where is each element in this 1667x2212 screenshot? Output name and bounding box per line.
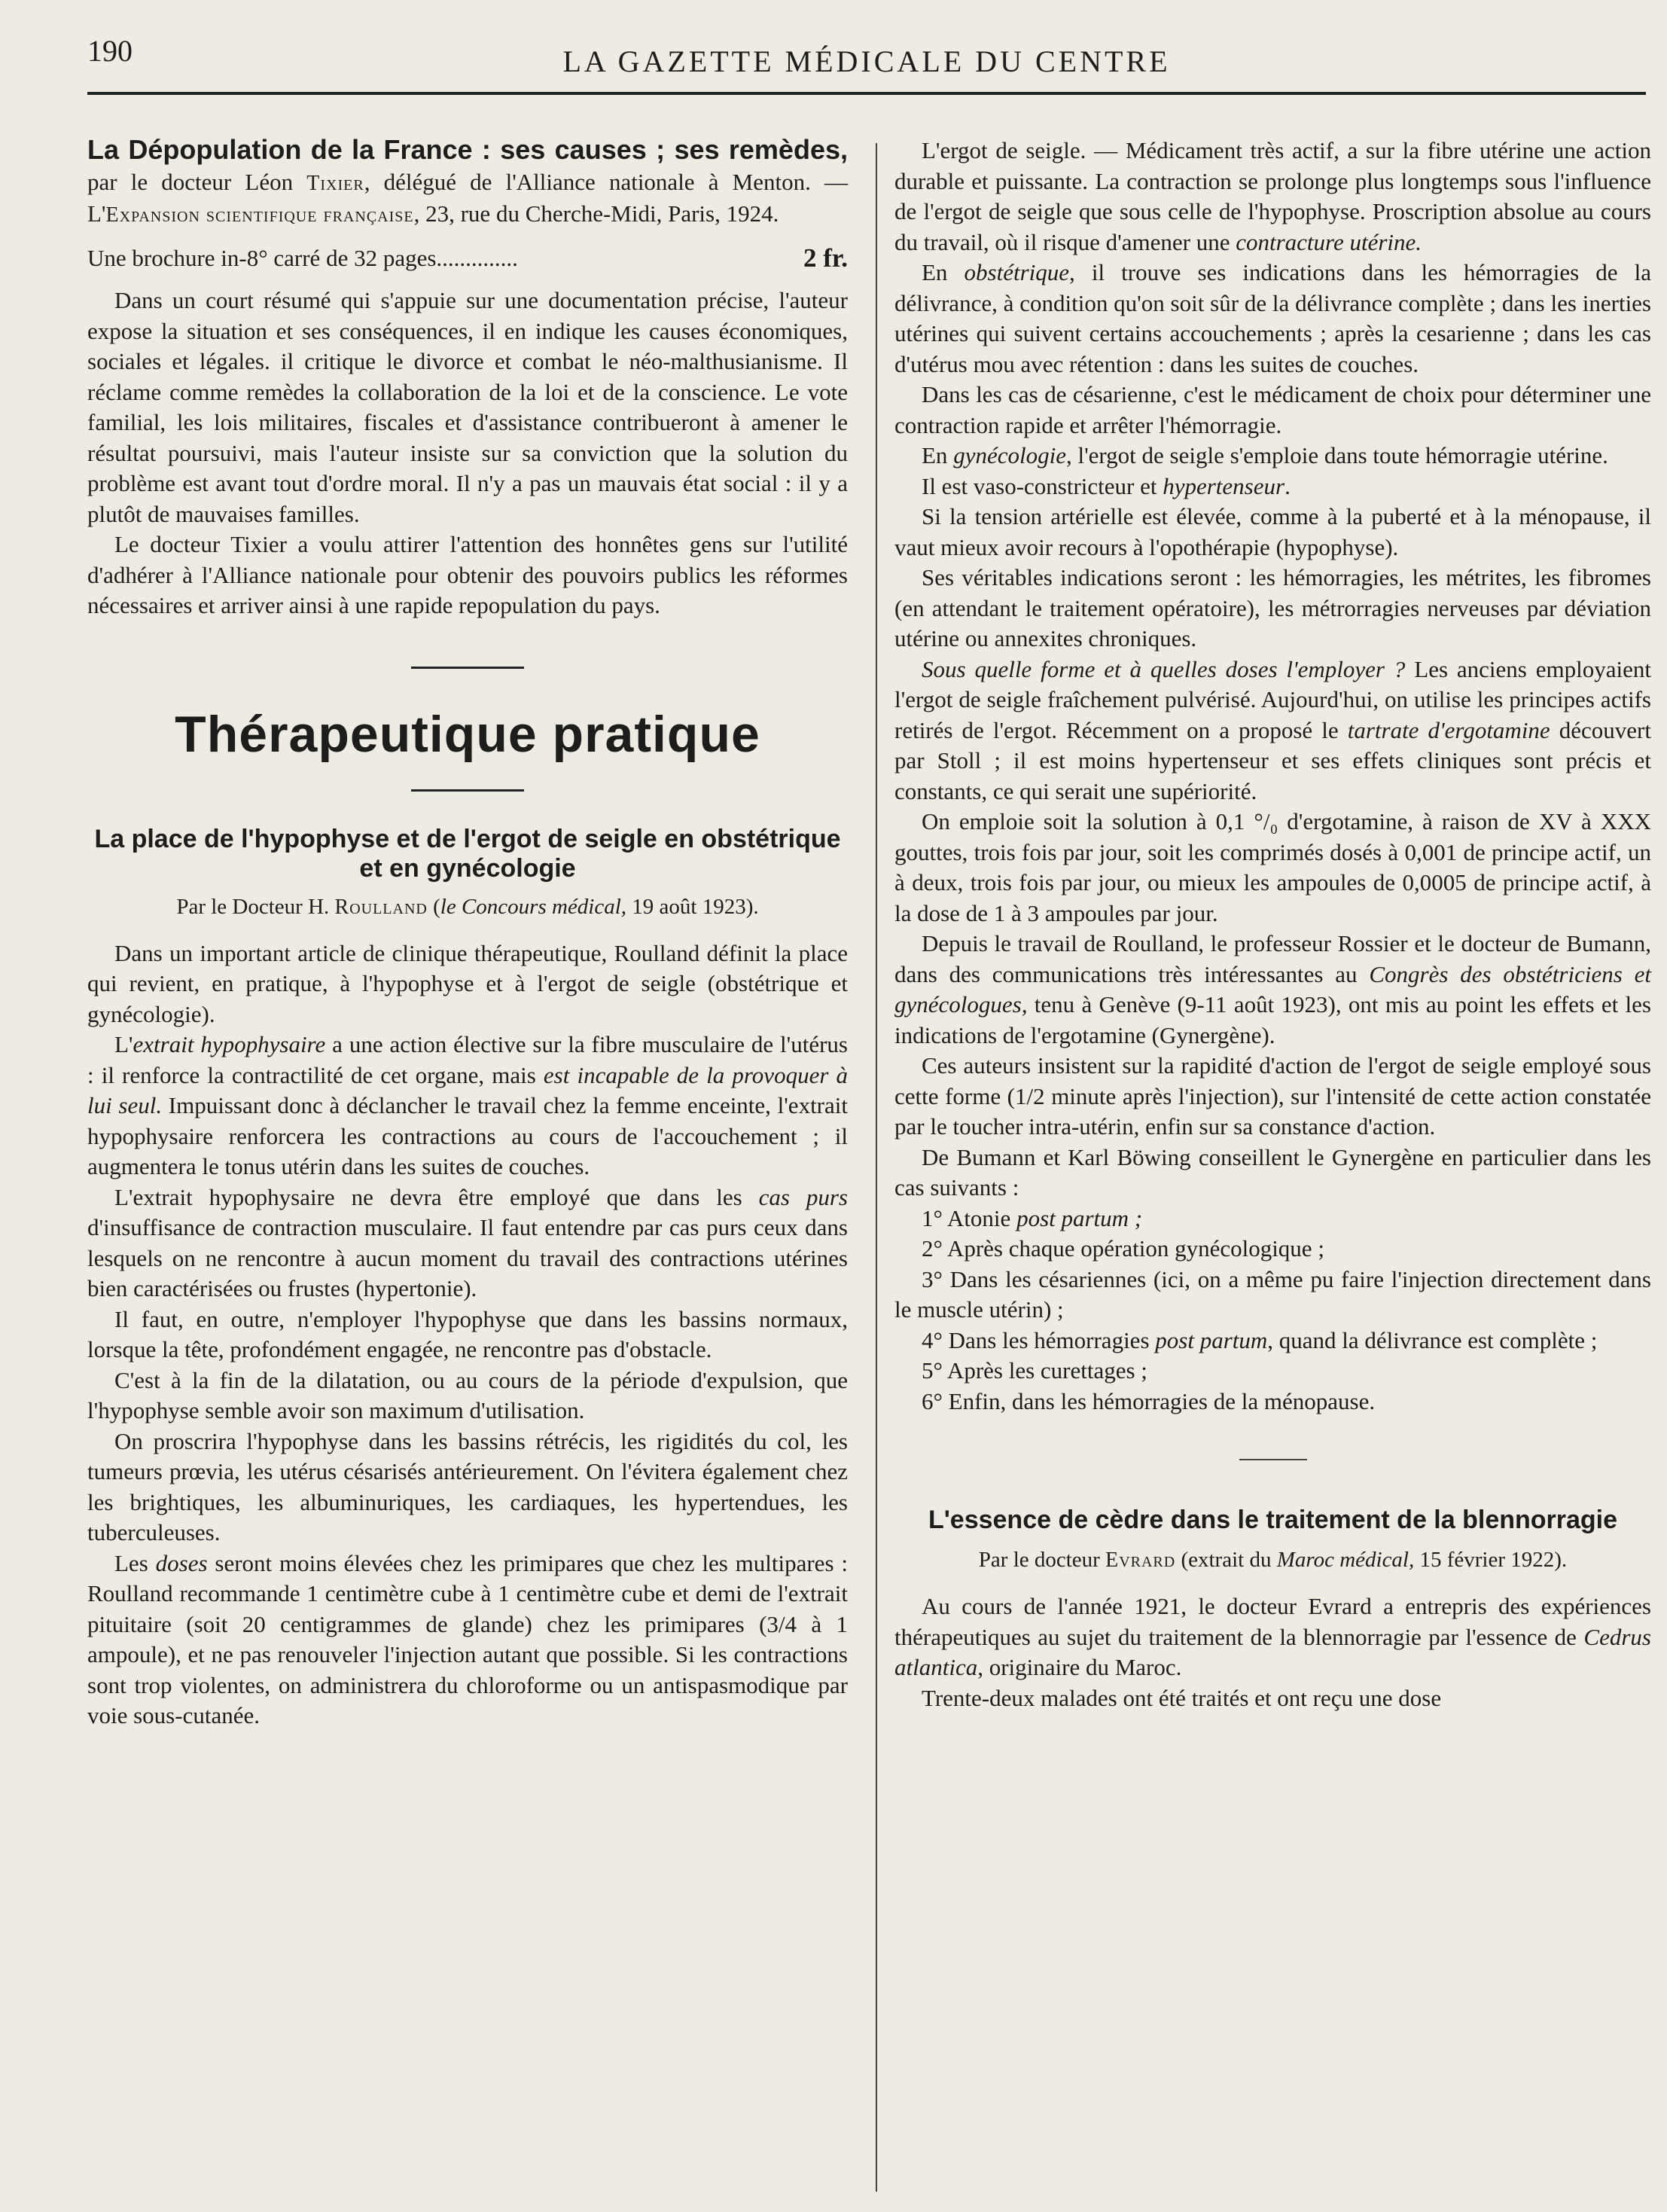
text-run: 1° Atonie <box>922 1204 1017 1231</box>
article-paragraph <box>87 1030 848 1182</box>
book-notice <box>87 136 848 231</box>
text-run-italic: doses <box>155 1549 208 1576</box>
book-price: 2 fr. <box>803 243 848 273</box>
article-byline <box>894 1545 1651 1575</box>
text-run: , originaire du Maroc. <box>977 1654 1182 1680</box>
text-run-italic: Congrès des obstétriciens et gynécologues, <box>894 960 1651 1018</box>
article-paragraph: Trente-deux malades ont été traités et ont reçu une dose <box>922 1684 1442 1711</box>
text-run-italic: Sous quelle forme et à quelles doses l'employer ? <box>922 655 1406 682</box>
article-paragraph: Ces auteurs insistent sur la rapidité d'action de l'ergot de seigle employé sous cette forme (1/2 minute après l'injection), sur l'intensité de cette action constatée par le toucher intra-utérin, enfin sur sa constance d'action. <box>894 1052 1651 1140</box>
byline-prefix: Par le Docteur H. <box>176 894 335 919</box>
spacer <box>87 792 848 825</box>
section-title: Thérapeutique pratique <box>175 705 760 763</box>
text-run: découvert par Stoll ; il est moins hypertenseur et ses effets cliniques sont précis et constants, ce qui serait une supériorité. <box>894 716 1651 804</box>
text-run: L'extrait hypophysaire ne devra être employé que dans les <box>114 1183 759 1210</box>
spacer <box>87 767 848 789</box>
text-run: En <box>922 442 954 468</box>
text-run: Il est vaso-constricteur et <box>922 472 1163 499</box>
article-paragraph: On emploie soit la solution à 0,1 °/₀ d'ergotamine, à raison de XV à XXX gouttes, trois fois par jour, soit les comprimés dosés à 0,001 de principe actif, un à deux, trois fois par jour, ou mieux les ampoules de 0,0005 de principe actif, à la dose de 1 à 3 ampoules par jour. <box>894 808 1651 926</box>
book-address: , 23, rue du Cherche-Midi, Paris, 1924. <box>413 200 779 227</box>
text-run: d'insuffisance de contraction musculaire. Il faut entendre par cas purs ceux dans lesquels on ne rencontre à aucun moment du travail des contractions utérines bien caractérisées ou frustes (hypertonie). <box>87 1214 848 1301</box>
text-run-italic: gynécologie <box>953 442 1066 468</box>
list-item: 5° Après les curettages ; <box>922 1357 1147 1384</box>
text-run-italic: extrait hypophysaire <box>133 1031 326 1057</box>
text-run-italic: post partum <box>1155 1326 1268 1353</box>
list-item: 3° Dans les césariennes (ici, on a même pu faire l'injection directement dans le muscle utérin) ; <box>894 1265 1651 1323</box>
page-number: 190 <box>87 34 133 68</box>
article-paragraph <box>87 1548 848 1731</box>
text-run-italic: est incapable de la provoquer à lui seul. <box>87 1061 848 1118</box>
book-title: La Dépopulation de la France : ses causes ; ses remèdes, <box>87 134 848 165</box>
column-separator <box>876 143 877 2192</box>
article-paragraph: Il faut, en outre, n'employer l'hypophyse que dans les bassins normaux, lorsque la tête, profondément engagée, ne rencontre pas d'obstacle. <box>87 1305 848 1362</box>
text-run: a une action élective sur la fibre musculaire de l'utérus : il renforce la contractilité de cet organe, mais <box>87 1031 848 1088</box>
article-paragraph: C'est à la fin de la dilatation, ou au cours de la période d'expulsion, que l'hypophyse semble avoir son maximum d'utilisation. <box>87 1366 848 1423</box>
text-run: Impuissant donc à déclancher le travail chez la femme enceinte, l'extrait hypophysaire renforcera les contractions au cours de l'accouchement ; il augmentera le tonus utérin dans les suites de couches. <box>87 1092 848 1179</box>
text-run: , quand la délivrance est complète ; <box>1267 1326 1598 1353</box>
text-run-italic: post partum ; <box>1016 1204 1143 1231</box>
byline-source: le Concours médical, <box>440 894 627 919</box>
article-paragraph: Dans les cas de césarienne, c'est le médicament de choix pour déterminer une contraction rapide et arrêter l'hémorragie. <box>894 381 1651 438</box>
spacer <box>87 669 848 702</box>
book-publisher: Expansion scientifique française <box>105 203 414 227</box>
byline-author: Roulland <box>334 895 428 919</box>
list-item: 6° Enfin, dans les hémorragies de la ménopause. <box>922 1387 1376 1414</box>
byline-author: Evrard <box>1105 1548 1176 1572</box>
text-run: Les <box>114 1549 156 1576</box>
article-paragraph <box>894 471 1651 502</box>
text-run: tenu à Genève (9-11 août 1923), ont mis au point les effets et les indications de l'ergotamine (Gynergène). <box>894 991 1651 1048</box>
list-item <box>894 1204 1651 1234</box>
text-run: 4° Dans les hémorragies <box>922 1326 1156 1353</box>
article-paragraph <box>894 654 1651 807</box>
review-paragraph: Dans un court résumé qui s'appuie sur une documentation précise, l'auteur expose la situation et ses conséquences, il en indique les causes économiques, sociales et légales. il critique le divorce et combat le néo-malthusianisme. Il réclame comme remèdes la collaboration de la loi et de la conscience. Le vote familial, les lois militaires, fiscales et d'assistance contribueront à amener le résultat poursuivi, mais l'auteur insiste sur sa conviction que la solution du problème est avant tout d'ordre moral. Il n'y a pas un mauvais état social : il y a plutôt de mauvaises familles. <box>87 287 848 527</box>
book-author-pre: par le docteur Léon <box>87 168 307 195</box>
text-run-italic: obstétrique <box>964 259 1070 285</box>
text-run: L' <box>114 1031 133 1057</box>
byline-date: 15 février 1922). <box>1414 1548 1568 1572</box>
list-item <box>894 1326 1651 1356</box>
spacer <box>87 922 848 938</box>
spacer <box>894 1417 1651 1459</box>
spacer <box>87 621 848 667</box>
text-run-italic: hypertenseur <box>1163 472 1285 499</box>
journal-title: LA GAZETTE MÉDICALE DU CENTRE <box>562 44 1171 78</box>
spacer <box>87 273 848 285</box>
spacer <box>87 231 848 243</box>
text-run-italic: Cedrus atlantica <box>894 1623 1651 1680</box>
book-format: Une brochure in-8° carré de 32 pages.............. <box>87 244 518 271</box>
article-title: La place de l'hypophyse et de l'ergot de seigle en obstétrique et en gynécologie <box>94 824 841 883</box>
spacer <box>894 1535 1651 1545</box>
book-author-name: Tixier <box>306 171 364 195</box>
left-column <box>87 136 848 1731</box>
text-run: . <box>1285 472 1291 499</box>
article-paragraph: Si la tension artérielle est élevée, comme à la puberté et à la ménopause, il vaut mieux avoir recours à l'opothérapie (hypophyse). <box>894 503 1651 560</box>
article-paragraph <box>894 441 1651 471</box>
text-run-italic: cas purs <box>758 1183 848 1210</box>
book-author-post: , délégué de l'Alliance nationale à Menton. — L' <box>87 168 848 227</box>
article-paragraph: On proscrira l'hypophyse dans les bassins rétrécis, les rigidités du col, les tumeurs prœvia, les utérus césarisés antérieurement. On l'évitera également chez les brightiques, les albuminuriques, les cardiaques, les hypertendues, les tuberculeuses. <box>87 1427 848 1545</box>
article-paragraph: Ses véritables indications seront : les hémorragies, les métrites, les fibromes (en attendant le traitement opératoire), les métrorragies nerveuses par déviation utérine ou annexites chroniques. <box>894 564 1651 651</box>
text-run-italic: tartrate d'ergotamine <box>1347 716 1550 743</box>
running-header <box>87 33 1646 86</box>
text-run: seront moins élevées chez les primipares que chez les multipares : Roulland recommande 1 centimètre cube à 1 centimètre cube et demi de l'extrait pituitaire (soit 20 centigrammes de glande) chez les primipares (3/4 à 1 ampoule), et ne pas renouveler l'injection autant que possible. Si les contractions sont trop violentes, on administrera du chloroforme ou un antispasmodique par voie sous-cutanée. <box>87 1549 848 1728</box>
text-run: , l'ergot de seigle s'emploie dans toute hémorragie utérine. <box>1065 442 1608 468</box>
header-rule <box>87 92 1646 95</box>
article-paragraph <box>894 258 1651 380</box>
byline-date: 19 août 1923). <box>632 894 759 919</box>
article-byline: Par le Docteur H. Roulland (le Concours médical, 19 août 1923). <box>176 894 759 919</box>
text-run: Depuis le travail de Roulland, le professeur Rossier et le docteur de Bumann, dans des communications très intéressantes au <box>894 930 1651 987</box>
article-paragraph <box>894 929 1651 1051</box>
list-item: 2° Après chaque opération gynécologique ; <box>922 1235 1324 1262</box>
article-paragraph <box>87 1182 848 1304</box>
spacer <box>894 1575 1651 1591</box>
article-paragraph <box>894 136 1651 258</box>
text-run-italic: contracture utérine. <box>1236 228 1422 255</box>
text-run: L'ergot de seigle. — Médicament très actif, a sur la fibre utérine une action durable et puissante. La contraction se prolonge plus longtemps sous l'influence de l'ergot de seigle que sous celle de l'hypophyse. Proscription absolue au cours du travail, où il risque d'amener une <box>894 137 1651 255</box>
byline-mid: (extrait du <box>1175 1548 1277 1572</box>
review-paragraph: Le docteur Tixier a voulu attirer l'attention des honnêtes gens sur l'utilité d'adhérer à l'Alliance nationale pour obtenir des pouvoirs publics les réformes nécessaires et arriver ainsi à une rapide repopulation du pays. <box>87 531 848 618</box>
text-run: Les anciens employaient l'ergot de seigle fraîchement pulvérisé. Aujourd'hui, on utilise les principes actifs retirés de l'ergot. Récemment on a proposé le <box>894 655 1651 743</box>
article-paragraph: Dans un important article de clinique thérapeutique, Roulland définit la place qui revient, en pratique, à l'hypophyse et à l'ergot de seigle (obstétrique et gynécologie). <box>87 939 848 1027</box>
byline-prefix: Par le docteur <box>978 1548 1106 1572</box>
text-run: , il trouve ses indications dans les hémorragies de la délivrance, à condition qu'on soit sûr de la délivrance complète ; dans les inerties utérines qui suivent certains accouchements ; après la cesarienne ; dans les cas d'utérus mou avec rétention : dans les suites de couches. <box>894 259 1652 377</box>
byline-source: Maroc médical, <box>1276 1548 1415 1572</box>
article-paragraph: De Bumann et Karl Böwing conseillent le Gynergène en particulier dans les cas suivants : <box>894 1143 1651 1201</box>
spacer <box>87 883 848 892</box>
article-paragraph <box>894 1591 1651 1683</box>
right-column <box>894 136 1651 1713</box>
text-run: En <box>922 259 965 285</box>
article-title: L'essence de cèdre dans le traitement de la blennorragie <box>928 1506 1618 1534</box>
spacer <box>894 1460 1651 1506</box>
text-run: Au cours de l'année 1921, le docteur Evrard a entrepris des expériences thérapeutiques au sujet du traitement de la blennorragie par l'essence de <box>894 1593 1651 1650</box>
book-price-line <box>87 243 848 274</box>
